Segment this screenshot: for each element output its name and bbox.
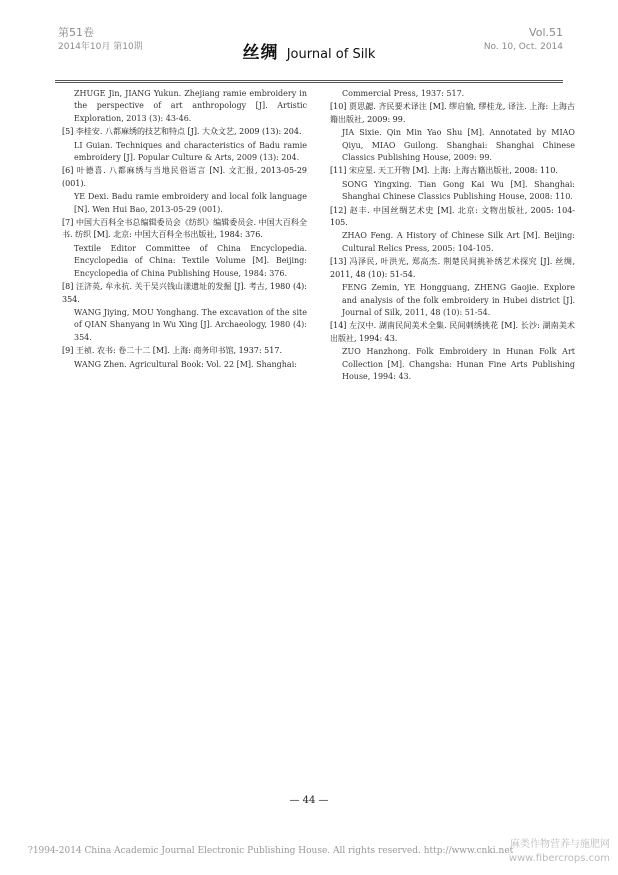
journal-logo: 丝绸	[242, 43, 279, 63]
watermark-url: www.fibercrops.com	[508, 853, 610, 864]
references-left-column	[62, 88, 307, 372]
header-issue-date-en: No. 10, Oct. 2014	[483, 42, 563, 52]
reference-entry: FENG Zemin, YE Hongguang, ZHENG Gaojie. Explore and analysis of the folk embroidery in Hubei district [J]. Journal of Silk, 2011, 48 (10): 51-54.	[342, 283, 575, 317]
reference-entry: [14] 左汉中. 湖南民间美术全集. 民间刺绣挑花 [M]. 长沙: 湖南美术出版社, 1994: 43.	[330, 321, 575, 343]
reference-entry: YE Dexi. Badu ramie embroidery and local folk language [N]. Wen Hui Bao, 2013-05-29 (001).	[74, 192, 307, 214]
reference-entry: Commercial Press, 1937: 517.	[342, 89, 465, 98]
watermark-title: 麻类作物营养与施肥网	[510, 839, 610, 850]
reference-entry: ZUO Hanzhong. Folk Embroidery in Hunan Folk Art Collection [M]. Changsha: Hunan Fine Arts Publishing House, 1994: 43.	[342, 347, 575, 381]
references-right-column	[330, 88, 575, 384]
reference-entry: LI Guian. Techniques and characteristics of Badu ramie embroidery [J]. Popular Culture & Arts, 2009 (13): 204.	[74, 140, 307, 163]
header-issue-date: 2014年10月 第10期	[58, 42, 143, 52]
reference-entry: [8] 汪济英, 牟永抗. 关于吴兴钱山漾遗址的发掘 [J]. 考古, 1980 (4): 354.	[62, 282, 307, 304]
reference-entry: [5] 李桂安. 八都麻绣的技艺和特点 [J]. 大众文艺, 2009 (13): 204.	[62, 127, 302, 137]
reference-entry: SONG Yingxing. Tian Gong Kai Wu [M]. Shanghai: Shanghai Chinese Classics Publishing House, 2008: 110.	[342, 179, 575, 202]
reference-entry: [9] 王祯. 农书: 卷二十二 [M]. 上海: 商务印书馆, 1937: 517.	[62, 346, 282, 356]
reference-entry: [11] 宋应星. 天工开物 [M]. 上海: 上海古籍出版社, 2008: 110.	[330, 166, 558, 176]
reference-entry: WANG Zhen. Agricultural Book: Vol. 22 [M]. Shanghai:	[74, 359, 297, 369]
reference-entry: WANG Jiying, MOU Yonghang. The excavation of the site of QIAN Shanyang in Wu Xing [J]. Archaeology, 1980 (4): 354.	[74, 307, 307, 342]
header-volume-info-en	[484, 26, 563, 54]
reference-entry: JIA Sixie. Qin Min Yao Shu [M]. Annotated by MIAO Qiyu, MIAO Guilong. Shanghai: Shanghai Chinese Classics Publishing House, 2009: 99.	[342, 128, 575, 163]
page-number: — 44 —	[289, 795, 329, 806]
reference-entry: [6] 叶德喜. 八都麻绣与当地民俗语言 [N]. 文汇报, 2013-05-29 (001).	[62, 166, 307, 188]
reference-entry: [10] 贾思勰. 齐民要术译注 [M]. 缪启愉, 缪桂龙, 译注. 上海: 上海古籍出版社, 2009: 99.	[330, 102, 575, 124]
reference-entry: ZHAO Feng. A History of Chinese Silk Art [M]. Beijing: Cultural Relics Press, 2005: 104-105.	[342, 231, 575, 253]
header-volume: 第51卷	[58, 26, 94, 39]
reference-entry: [12] 赵丰. 中国丝绸艺术史 [M]. 北京: 文物出版社, 2005: 104-105.	[330, 205, 575, 228]
reference-entry: [13] 冯泽民, 叶洪光, 郑高杰. 荆楚民间挑补绣艺术探究 [J]. 丝绸, 2011, 48 (10): 51-54.	[330, 257, 575, 279]
journal-title: Journal of Silk	[286, 47, 376, 62]
header-volume-en: Vol.51	[529, 26, 563, 39]
reference-entry: ZHUGE Jin, JIANG Yukun. Zhejiang ramie embroidery in the perspective of art anthropology [J]. Artistic Exploration, 2013 (3): 43-46.	[74, 89, 307, 123]
reference-entry: Textile Editor Committee of China Encyclopedia. Encyclopedia of China: Textile Volume [M]. Beijing: Encyclopedia of China Publishing House, 1984: 376.	[74, 243, 307, 278]
reference-entry: [7] 中国大百科全书总编辑委员会《纺织》编辑委员会. 中国大百科全书. 纺织 [M]. 北京: 中国大百科全书出版社, 1984: 376.	[62, 218, 307, 240]
site-watermark	[509, 838, 610, 866]
header-rule	[55, 80, 563, 83]
copyright-footer: ?1994-2014 China Academic Journal Electronic Publishing House. All rights reserved. http://www.cnki.net	[28, 846, 514, 856]
